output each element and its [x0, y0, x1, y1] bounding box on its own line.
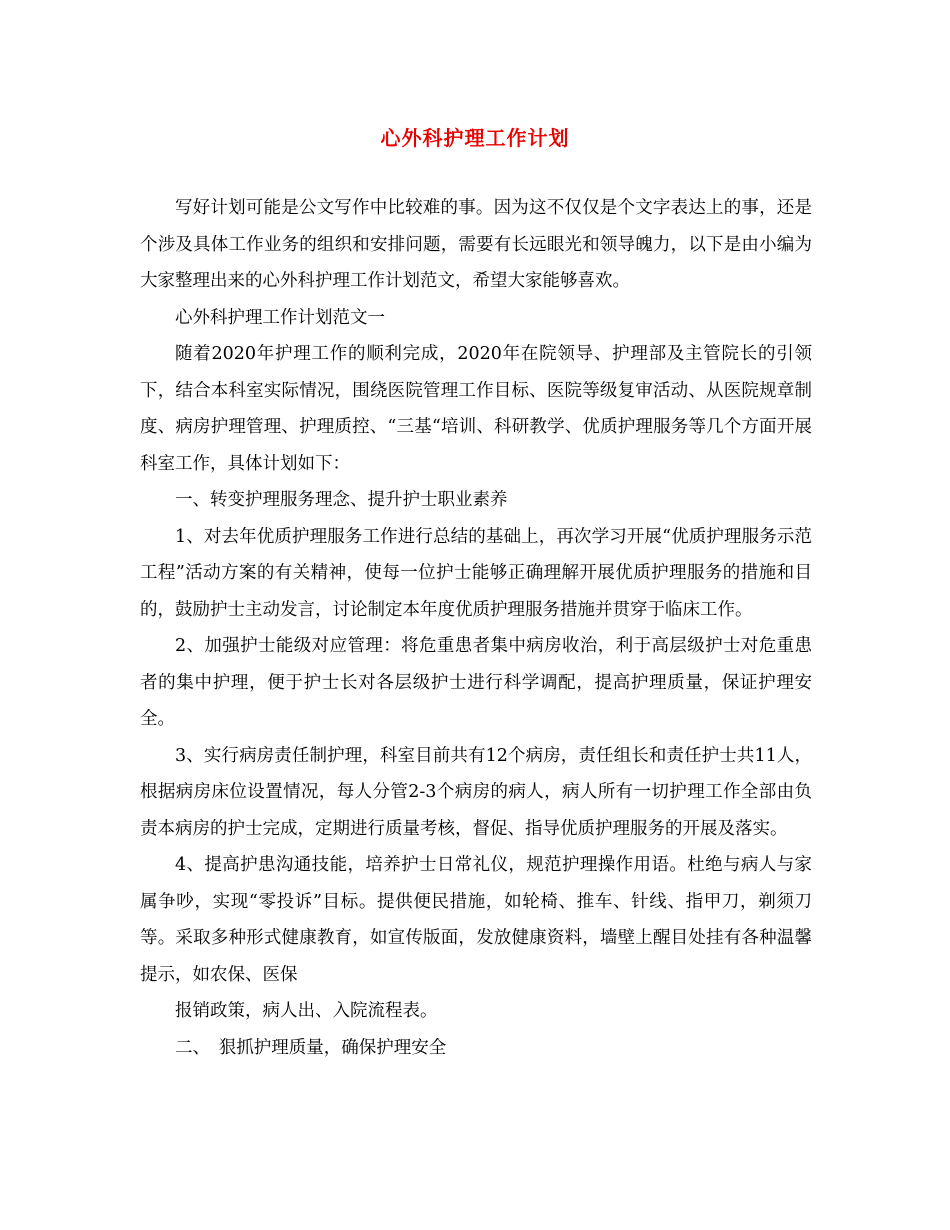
document-body — [140, 190, 812, 1066]
overview-paragraph: 随着2020年护理工作的顺利完成，2020年在院领导、护理部及主管院长的引领下，结合本科室实际情况，围绕医院管理工作目标、医院等级复审活动、从医院规章制度、病房护理管理、护理质控、“三基“培训、科研教学、优质护理服务等几个方面开展科室工作，具体计划如下： — [140, 344, 812, 474]
item-paragraph-2: 2、加强护士能级对应管理：将危重患者集中病房收治，利于高层级护士对危重患者的集中护理，便于护士长对各层级护士进行科学调配，提高护理质量，保证护理安全。 — [140, 636, 812, 729]
item-paragraph-3: 3、实行病房责任制护理，科室目前共有12个病房，责任组长和责任护士共11人，根据病房床位设置情况，每人分管2-3个病房的病人，病人所有一切护理工作全部由负责本病房的护士完成，定期进行质量考核，督促、指导优质护理服务的开展及落实。 — [140, 745, 812, 839]
item-paragraph-1: 1、对去年优质护理服务工作进行总结的基础上，再次学习开展“优质护理服务示范工程”活动方案的有关精神，使每一位护士能够正确理解开展优质护理服务的措施和目的，鼓励护士主动发言，讨论制定本年度优质护理服务措施并贯穿于临床工作。 — [140, 526, 812, 620]
item-paragraph-4: 4、提高护患沟通技能，培养护士日常礼仪，规范护理操作用语。杜绝与病人与家属争吵，实现“零投诉”目标。提供便民措施，如轮椅、推车、针线、指甲刀，剃须刀等。采取多种形式健康教育，如宣传版面，发放健康资料，墙壁上醒目处挂有各种温馨提示，如农保、医保 — [140, 855, 812, 985]
document-title: 心外科护理工作计划 — [380, 126, 570, 150]
intro-paragraph: 写好计划可能是公文写作中比较难的事。因为这不仅仅是个文字表达上的事，还是个涉及具体工作业务的组织和安排问题，需要有长远眼光和领导魄力，以下是由小编为大家整理出来的心外科护理工作计划范文，希望大家能够喜欢。 — [140, 198, 812, 291]
item-paragraph-4-continued: 报销政策，病人出、入院流程表。 — [175, 1001, 438, 1021]
section-heading-two: 二、 狠抓护理质量，确保护理安全 — [175, 1037, 447, 1058]
section-heading-sample-one: 心外科护理工作计划范文一 — [175, 307, 385, 328]
section-heading-one: 一、转变护理服务理念、提升护士职业素养 — [175, 490, 508, 510]
